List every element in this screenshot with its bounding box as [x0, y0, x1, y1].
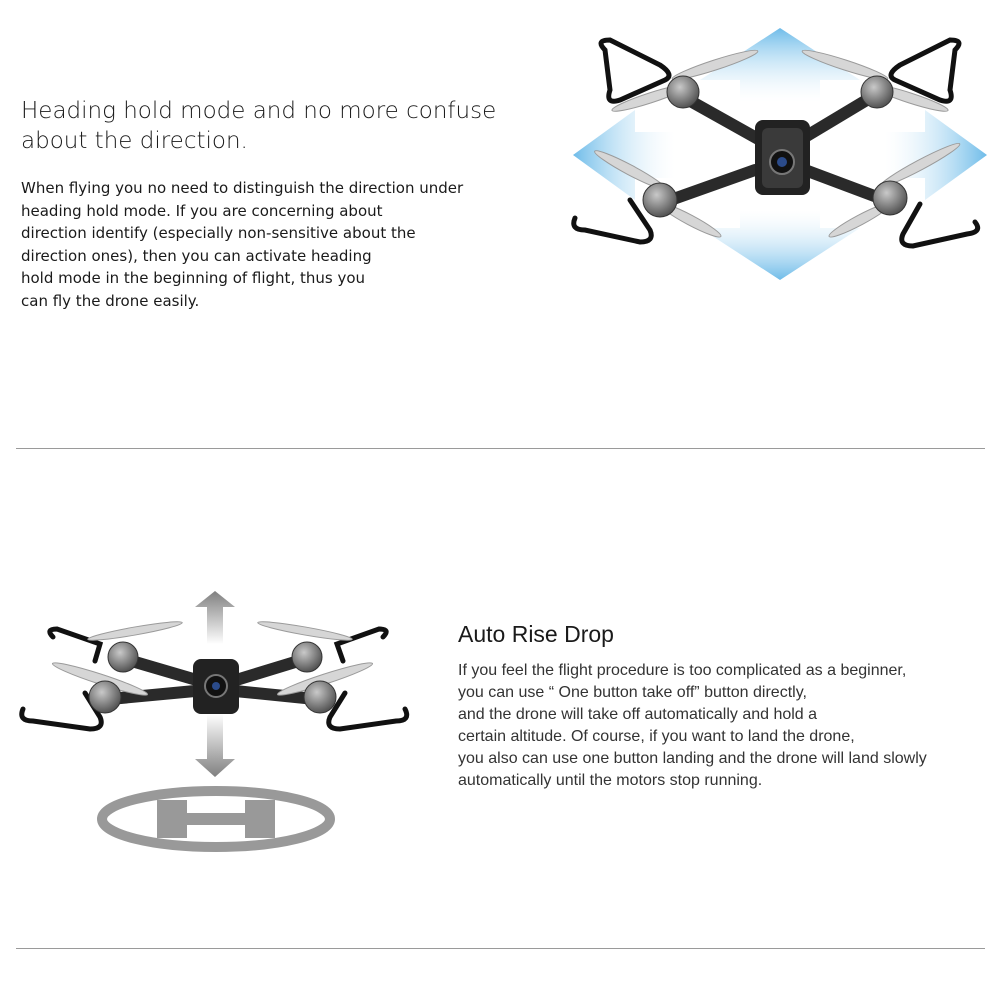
- auto-rise-line: you also can use one button landing and the drone will land slowly: [458, 750, 927, 767]
- auto-rise-line: you can use “ One button take off” button directly,: [458, 684, 807, 701]
- arrow-up-icon: [195, 591, 235, 644]
- auto-rise-line: certain altitude. Of course, if you want to land the drone,: [458, 728, 855, 745]
- arrow-down-icon: [700, 210, 860, 280]
- heading-hold-section: [0, 0, 1000, 448]
- heading-hold-line: can fly the drone easily.: [21, 291, 200, 310]
- heading-hold-title-line: Heading hold mode and no more confuse: [21, 98, 497, 124]
- auto-rise-line: If you feel the flight procedure is too complicated as a beginner,: [458, 662, 907, 679]
- heading-hold-description: [21, 177, 521, 312]
- heading-hold-title-line: about the direction.: [21, 128, 248, 154]
- heading-hold-line: direction identify (especially non-sensitive about the: [21, 224, 416, 242]
- heading-hold-line: direction ones), then you can activate heading: [21, 246, 372, 265]
- auto-rise-section: [0, 449, 1000, 949]
- section-divider: [16, 948, 985, 949]
- arrow-down-icon: [195, 714, 235, 777]
- heading-hold-line: hold mode in the beginning of flight, thus you: [21, 269, 366, 287]
- heading-hold-title: [21, 96, 541, 156]
- heading-hold-line: heading hold mode. If you are concerning about: [21, 201, 383, 220]
- auto-rise-description: [458, 660, 988, 792]
- heading-hold-line: When flying you no need to distinguish the direction under: [21, 179, 464, 197]
- auto-rise-line: automatically until the motors stop running.: [458, 772, 763, 789]
- auto-rise-line: and the drone will take off automatically and hold a: [458, 706, 818, 723]
- drone-with-direction-arrows-icon: [565, 20, 990, 290]
- auto-rise-title: Auto Rise Drop: [458, 621, 614, 647]
- helipad-h-icon: [95, 784, 337, 854]
